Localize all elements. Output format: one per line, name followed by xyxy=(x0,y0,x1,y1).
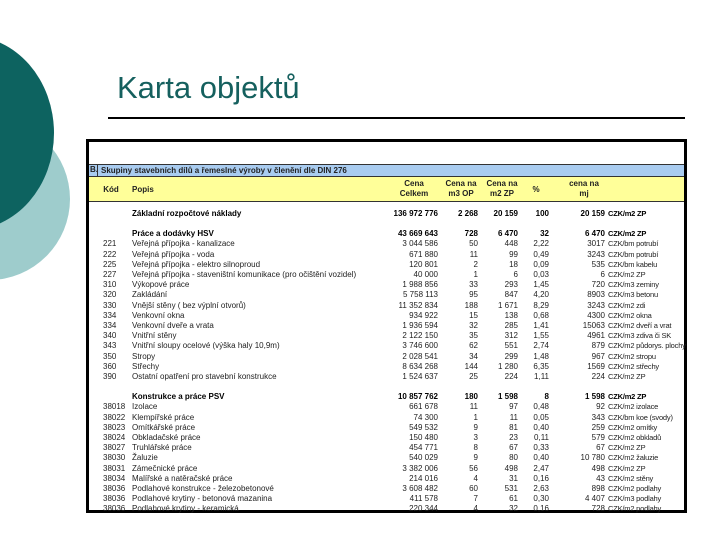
row-description: Venkovní dveře a vrata xyxy=(132,321,214,330)
table-row xyxy=(89,260,684,270)
table-row xyxy=(89,423,684,433)
row-total: 120 801 xyxy=(409,259,438,269)
table-row xyxy=(89,504,684,514)
row-price-per-m3: 728 xyxy=(464,229,478,239)
row-description: Zakládání xyxy=(132,290,168,300)
row-percent: 2,47 xyxy=(533,463,549,473)
row-unit: CZK/bm potrubí xyxy=(608,249,659,259)
row-price-per-unit: 3243 xyxy=(587,300,605,310)
row-code: 222 xyxy=(103,249,117,259)
row-code: 38024 xyxy=(103,433,126,442)
row-price-per-unit: 43 xyxy=(596,473,605,483)
row-total: 5 758 113 xyxy=(403,290,438,300)
row-unit: CZK/bm kabelu xyxy=(608,259,658,269)
row-price-per-m2: 81 xyxy=(509,422,518,432)
header-total xyxy=(389,179,439,199)
table-row xyxy=(89,270,684,280)
row-unit: CZK/m2 omítky xyxy=(608,422,658,432)
row-price-per-m3: 11 xyxy=(469,249,478,259)
row-code: 320 xyxy=(103,290,117,300)
row-price-per-unit: 4300 xyxy=(587,310,605,320)
row-total: 74 300 xyxy=(413,412,438,422)
row-price-per-m3: 33 xyxy=(469,280,478,290)
row-price-per-m3: 144 xyxy=(464,361,478,371)
row-percent: 0,68 xyxy=(533,310,549,320)
row-total: 3 044 586 xyxy=(402,239,438,249)
row-total: 43 669 643 xyxy=(397,229,438,239)
row-description: Klempířské práce xyxy=(132,412,195,422)
row-total: 3 382 006 xyxy=(402,463,438,473)
table-row xyxy=(89,433,684,443)
row-price-per-m3: 15 xyxy=(469,310,478,320)
row-price-per-unit: 3017 xyxy=(587,239,605,249)
row-code: 330 xyxy=(103,300,117,310)
row-price-per-m2: 32 xyxy=(509,504,518,514)
row-price-per-m3: 3 xyxy=(473,433,478,442)
row-price-per-unit: 728 xyxy=(591,504,605,514)
row-price-per-m2: 18 xyxy=(509,259,518,269)
row-total: 8 634 268 xyxy=(402,361,438,371)
row-description: Konstrukce a práce PSV xyxy=(132,392,225,402)
row-description: Veřejná přípojka - kanalizace xyxy=(132,239,235,249)
row-price-per-unit: 8903 xyxy=(587,290,605,300)
row-unit: CZK/m2 žaluzie xyxy=(608,453,659,463)
row-description: Veřejná přípojka - voda xyxy=(132,249,215,259)
row-price-per-unit: 579 xyxy=(591,433,605,442)
row-description: Podlahové krytiny - keramická xyxy=(132,504,239,514)
row-total: 454 771 xyxy=(409,443,438,453)
row-price-per-unit: 3243 xyxy=(587,249,605,259)
row-unit: CZK/m2 půdorys. plochy xyxy=(608,341,686,351)
row-code: 343 xyxy=(103,341,117,351)
row-code: 38036 xyxy=(103,504,126,514)
table-row xyxy=(89,239,684,249)
row-price-per-m3: 50 xyxy=(469,239,478,249)
row-total: 671 880 xyxy=(409,249,438,259)
row-unit: CZK/m2 dveří a vrat xyxy=(608,321,672,330)
row-description: Žaluzie xyxy=(132,453,158,463)
row-total: 934 922 xyxy=(409,310,438,320)
row-price-per-m3: 4 xyxy=(473,504,478,514)
row-code: 350 xyxy=(103,351,117,361)
table-row xyxy=(89,484,684,494)
row-code: 340 xyxy=(103,331,117,341)
row-price-per-unit: 4961 xyxy=(587,331,605,341)
row-price-per-unit: 343 xyxy=(591,412,605,422)
row-description: Truhlářské práce xyxy=(132,443,192,453)
row-total: 3 608 482 xyxy=(402,484,438,493)
header-total-line2: Celkem xyxy=(399,189,429,198)
table-row xyxy=(89,372,684,382)
row-code: 38036 xyxy=(103,494,126,504)
row-percent: 8 xyxy=(544,392,549,402)
row-percent: 0,16 xyxy=(533,473,549,483)
row-unit: CZK/m2 střechy xyxy=(608,361,659,371)
row-code: 334 xyxy=(103,321,117,330)
header-code: Kód xyxy=(103,185,119,194)
row-price-per-m3: 2 xyxy=(473,259,478,269)
header-per-m2-line1: Cena na xyxy=(486,179,518,188)
row-price-per-unit: 1569 xyxy=(587,361,605,371)
row-unit: CZK/bm koe (svody) xyxy=(608,412,673,422)
row-unit: CZK/m2 ZP xyxy=(608,392,647,402)
row-price-per-m2: 448 xyxy=(504,239,518,249)
row-price-per-m3: 180 xyxy=(464,392,478,402)
row-code: 38030 xyxy=(103,453,126,463)
header-per-m2 xyxy=(481,179,523,199)
row-description: Izolace xyxy=(132,402,158,412)
row-price-per-unit: 6 xyxy=(600,270,605,279)
row-description: Veřejná přípojka - staveništní komunikace (pro očištění vozidel) xyxy=(132,270,357,279)
row-unit: CZK/m2 ZP xyxy=(608,463,646,473)
row-percent: 0,09 xyxy=(533,259,549,269)
row-percent: 2,63 xyxy=(533,484,549,493)
row-code: 38034 xyxy=(103,473,126,483)
row-percent: 1,48 xyxy=(533,351,549,361)
table-row xyxy=(89,352,684,362)
row-code: 38031 xyxy=(103,463,126,473)
row-unit: CZK/m2 ZP xyxy=(608,372,646,381)
row-code: 38036 xyxy=(103,484,126,493)
row-total: 136 972 776 xyxy=(393,209,438,218)
table-row xyxy=(89,443,684,453)
header-pct: % xyxy=(532,185,540,194)
row-total: 661 678 xyxy=(409,402,438,412)
row-price-per-m2: 224 xyxy=(504,372,518,381)
row-price-per-m2: 1 280 xyxy=(497,361,518,371)
row-unit: CZK/m2 okna xyxy=(608,310,652,320)
row-code: 334 xyxy=(103,310,117,320)
row-price-per-m2: 6 470 xyxy=(497,229,518,239)
header-per-mj xyxy=(559,179,609,199)
row-percent: 0,16 xyxy=(533,504,549,514)
row-code: 227 xyxy=(103,270,117,279)
row-total: 40 000 xyxy=(413,270,438,279)
row-price-per-m2: 299 xyxy=(504,351,518,361)
row-total: 549 532 xyxy=(409,422,438,432)
row-percent: 1,11 xyxy=(534,372,549,381)
row-total: 540 029 xyxy=(409,453,438,463)
row-code: 38023 xyxy=(103,422,126,432)
row-total: 1 524 637 xyxy=(402,372,438,381)
row-total: 2 028 541 xyxy=(402,351,438,361)
table-row xyxy=(89,464,684,474)
table-row xyxy=(89,331,684,341)
section-title: Skupiny stavebních dílů a řemeslné výroby v členění dle DIN 276 xyxy=(101,166,347,175)
section-header xyxy=(89,164,684,177)
row-code: 221 xyxy=(103,239,117,249)
row-price-per-unit: 92 xyxy=(596,402,605,412)
row-unit: CZK/m2 stěny xyxy=(608,473,654,483)
row-price-per-m2: 61 xyxy=(509,494,518,504)
row-percent: 4,20 xyxy=(533,290,549,300)
row-price-per-unit: 1 598 xyxy=(584,392,605,402)
row-code: 390 xyxy=(103,372,117,381)
row-description: Podlahové krytiny - betonová mazanina xyxy=(132,494,273,504)
row-price-per-m3: 34 xyxy=(469,351,478,361)
row-unit: CZK/m2 izolace xyxy=(608,402,659,412)
table-row xyxy=(89,413,684,423)
row-price-per-m2: 312 xyxy=(504,331,518,341)
row-unit: CZK/m2 ZP xyxy=(608,209,647,218)
column-headers xyxy=(89,177,684,202)
row-price-per-m2: 6 xyxy=(513,270,518,279)
table-row xyxy=(89,453,684,463)
row-description: Vnitřní sloupy ocelové (výška haly 10,9m) xyxy=(132,341,280,351)
row-description: Podlahové konstrukce - železobetonové xyxy=(132,484,274,493)
row-price-per-m3: 32 xyxy=(469,321,478,330)
row-unit: CZK/m3 podlahy xyxy=(608,494,662,504)
row-unit: CZK/m2 stropu xyxy=(608,351,656,361)
row-unit: CZK/m3 zdiva či SK xyxy=(608,331,672,341)
row-price-per-unit: 879 xyxy=(591,341,605,351)
table-row xyxy=(89,392,684,402)
row-price-per-m3: 188 xyxy=(464,300,478,310)
row-unit: CZK/m2 zdi xyxy=(608,300,646,310)
row-percent: 0,49 xyxy=(533,249,549,259)
row-percent: 2,74 xyxy=(533,341,549,351)
row-price-per-m3: 1 xyxy=(473,412,478,422)
row-price-per-m2: 11 xyxy=(509,412,518,422)
row-description: Venkovní okna xyxy=(132,310,185,320)
row-percent: 1,45 xyxy=(533,280,549,290)
row-unit: CZK/bm potrubí xyxy=(608,239,659,249)
row-price-per-m3: 7 xyxy=(473,494,478,504)
row-price-per-unit: 20 159 xyxy=(580,209,605,218)
row-total: 220 344 xyxy=(409,504,438,514)
row-percent: 2,22 xyxy=(533,239,549,249)
row-code: 38027 xyxy=(103,443,126,453)
table-row xyxy=(89,229,684,239)
row-price-per-m3: 8 xyxy=(473,443,478,453)
row-description: Vnější stěny ( bez výplní otvorů) xyxy=(132,300,246,310)
row-total: 214 016 xyxy=(409,473,438,483)
row-unit: CZK/m3 zeminy xyxy=(608,280,659,290)
row-percent: 100 xyxy=(535,209,549,218)
slide-title: Karta objektů xyxy=(117,70,300,105)
table-row xyxy=(89,341,684,351)
row-price-per-m2: 23 xyxy=(509,433,518,442)
row-description: Vnitřní stěny xyxy=(132,331,177,341)
row-code: 38018 xyxy=(103,402,126,412)
table-row xyxy=(89,321,684,331)
row-price-per-m3: 60 xyxy=(469,484,478,493)
row-unit: CZK/m2 obkladů xyxy=(608,433,662,442)
row-price-per-unit: 898 xyxy=(591,484,605,493)
row-percent: 6,35 xyxy=(533,361,549,371)
row-description: Zámečnické práce xyxy=(132,463,198,473)
row-price-per-m2: 551 xyxy=(504,341,518,351)
row-price-per-unit: 6 470 xyxy=(584,229,605,239)
table-row xyxy=(89,301,684,311)
section-label: B. xyxy=(90,165,98,174)
table-row xyxy=(89,290,684,300)
header-per-m3-line1: Cena na xyxy=(445,179,477,188)
row-unit: CZK/m2 podlahy xyxy=(608,504,662,514)
row-percent: 0,33 xyxy=(533,443,549,453)
table-row xyxy=(89,209,684,219)
header-per-mj-line2: mj xyxy=(579,189,589,198)
row-price-per-m2: 97 xyxy=(509,402,518,412)
row-percent: 0,40 xyxy=(533,453,549,463)
row-total: 1 988 856 xyxy=(402,280,438,290)
row-percent: 0,40 xyxy=(533,422,549,432)
header-total-line1: Cena xyxy=(404,179,424,188)
row-price-per-m2: 80 xyxy=(509,453,518,463)
table-row xyxy=(89,402,684,412)
row-price-per-m2: 99 xyxy=(509,249,518,259)
row-percent: 0,30 xyxy=(533,494,549,504)
row-unit: CZK/m2 ZP xyxy=(608,443,646,453)
row-total: 411 578 xyxy=(409,494,438,504)
row-total: 2 122 150 xyxy=(402,331,438,341)
row-unit: CZK/m2 ZP xyxy=(608,270,646,279)
row-code: 360 xyxy=(103,361,117,371)
row-total: 3 746 600 xyxy=(402,341,438,351)
table-row xyxy=(89,311,684,321)
row-total: 10 857 762 xyxy=(397,392,438,402)
row-price-per-m3: 62 xyxy=(469,341,478,351)
row-description: Stropy xyxy=(132,351,156,361)
row-price-per-m3: 9 xyxy=(473,453,478,463)
row-total: 11 352 834 xyxy=(398,300,438,310)
row-price-per-unit: 498 xyxy=(591,463,605,473)
row-price-per-m3: 4 xyxy=(473,473,478,483)
row-price-per-m2: 20 159 xyxy=(493,209,518,218)
row-price-per-m2: 531 xyxy=(504,484,518,493)
table-row xyxy=(89,362,684,372)
table-row xyxy=(89,494,684,504)
row-price-per-m3: 2 268 xyxy=(457,209,478,218)
row-price-per-m2: 1 598 xyxy=(497,392,518,402)
row-code: 225 xyxy=(103,259,117,269)
header-desc: Popis xyxy=(132,185,154,194)
header-per-m3-line2: m3 OP xyxy=(448,189,474,198)
row-percent: 1,55 xyxy=(533,331,549,341)
row-price-per-m2: 31 xyxy=(509,473,518,483)
row-description: Veřejná přípojka - elektro silnoproud xyxy=(132,259,261,269)
row-price-per-m2: 285 xyxy=(504,321,518,330)
row-price-per-m3: 11 xyxy=(469,402,478,412)
row-description: Výkopové práce xyxy=(132,280,190,290)
header-per-m2-line2: m2 ZP xyxy=(489,189,514,198)
row-price-per-m2: 498 xyxy=(504,463,518,473)
table-row xyxy=(89,250,684,260)
row-price-per-m2: 293 xyxy=(504,280,518,290)
row-code: 310 xyxy=(103,280,117,290)
row-price-per-m2: 138 xyxy=(504,310,518,320)
row-unit: CZK/m2 ZP xyxy=(608,229,647,239)
row-total: 150 480 xyxy=(409,433,438,442)
row-description: Obkladačské práce xyxy=(132,433,201,442)
row-unit: CZK/m2 podlahy xyxy=(608,484,662,493)
row-code: 38022 xyxy=(103,412,126,422)
row-price-per-unit: 15063 xyxy=(582,321,605,330)
row-percent: 0,48 xyxy=(533,402,549,412)
row-price-per-m2: 847 xyxy=(504,290,518,300)
row-price-per-m3: 35 xyxy=(469,331,478,341)
row-percent: 1,41 xyxy=(533,321,549,330)
row-description: Malířské a natěračské práce xyxy=(132,473,233,483)
header-per-m3 xyxy=(439,179,483,199)
row-unit: CZK/m3 betonu xyxy=(608,290,658,300)
row-price-per-m2: 67 xyxy=(509,443,518,453)
row-price-per-unit: 4 407 xyxy=(584,494,605,504)
row-percent: 8,29 xyxy=(533,300,549,310)
row-description: Práce a dodávky HSV xyxy=(132,229,214,239)
decorative-circles xyxy=(0,0,80,290)
row-percent: 0,05 xyxy=(533,412,549,422)
row-description: Omítkářské práce xyxy=(132,422,196,432)
row-price-per-unit: 535 xyxy=(591,259,605,269)
row-price-per-unit: 10 780 xyxy=(580,453,605,463)
row-price-per-m3: 95 xyxy=(469,290,478,300)
row-description: Střechy xyxy=(132,361,160,371)
row-description: Ostatní opatření pro stavební konstrukce xyxy=(132,372,277,381)
row-price-per-m3: 9 xyxy=(473,422,478,432)
row-percent: 32 xyxy=(540,229,549,239)
row-price-per-unit: 67 xyxy=(596,443,605,453)
row-price-per-unit: 224 xyxy=(591,372,605,381)
row-description: Základní rozpočtové náklady xyxy=(132,209,242,218)
row-percent: 0,03 xyxy=(533,270,549,279)
cost-table xyxy=(86,139,687,513)
title-divider xyxy=(108,117,685,119)
row-total: 1 936 594 xyxy=(402,321,438,330)
table-row xyxy=(89,474,684,484)
row-price-per-m3: 56 xyxy=(469,463,478,473)
row-percent: 0,11 xyxy=(534,433,549,442)
row-price-per-m3: 1 xyxy=(473,270,478,279)
row-price-per-unit: 259 xyxy=(591,422,605,432)
row-price-per-unit: 967 xyxy=(591,351,605,361)
header-per-mj-line1: cena na xyxy=(569,179,599,188)
table-row xyxy=(89,280,684,290)
row-price-per-m3: 25 xyxy=(469,372,478,381)
row-price-per-unit: 720 xyxy=(591,280,605,290)
row-price-per-m2: 1 671 xyxy=(497,300,518,310)
